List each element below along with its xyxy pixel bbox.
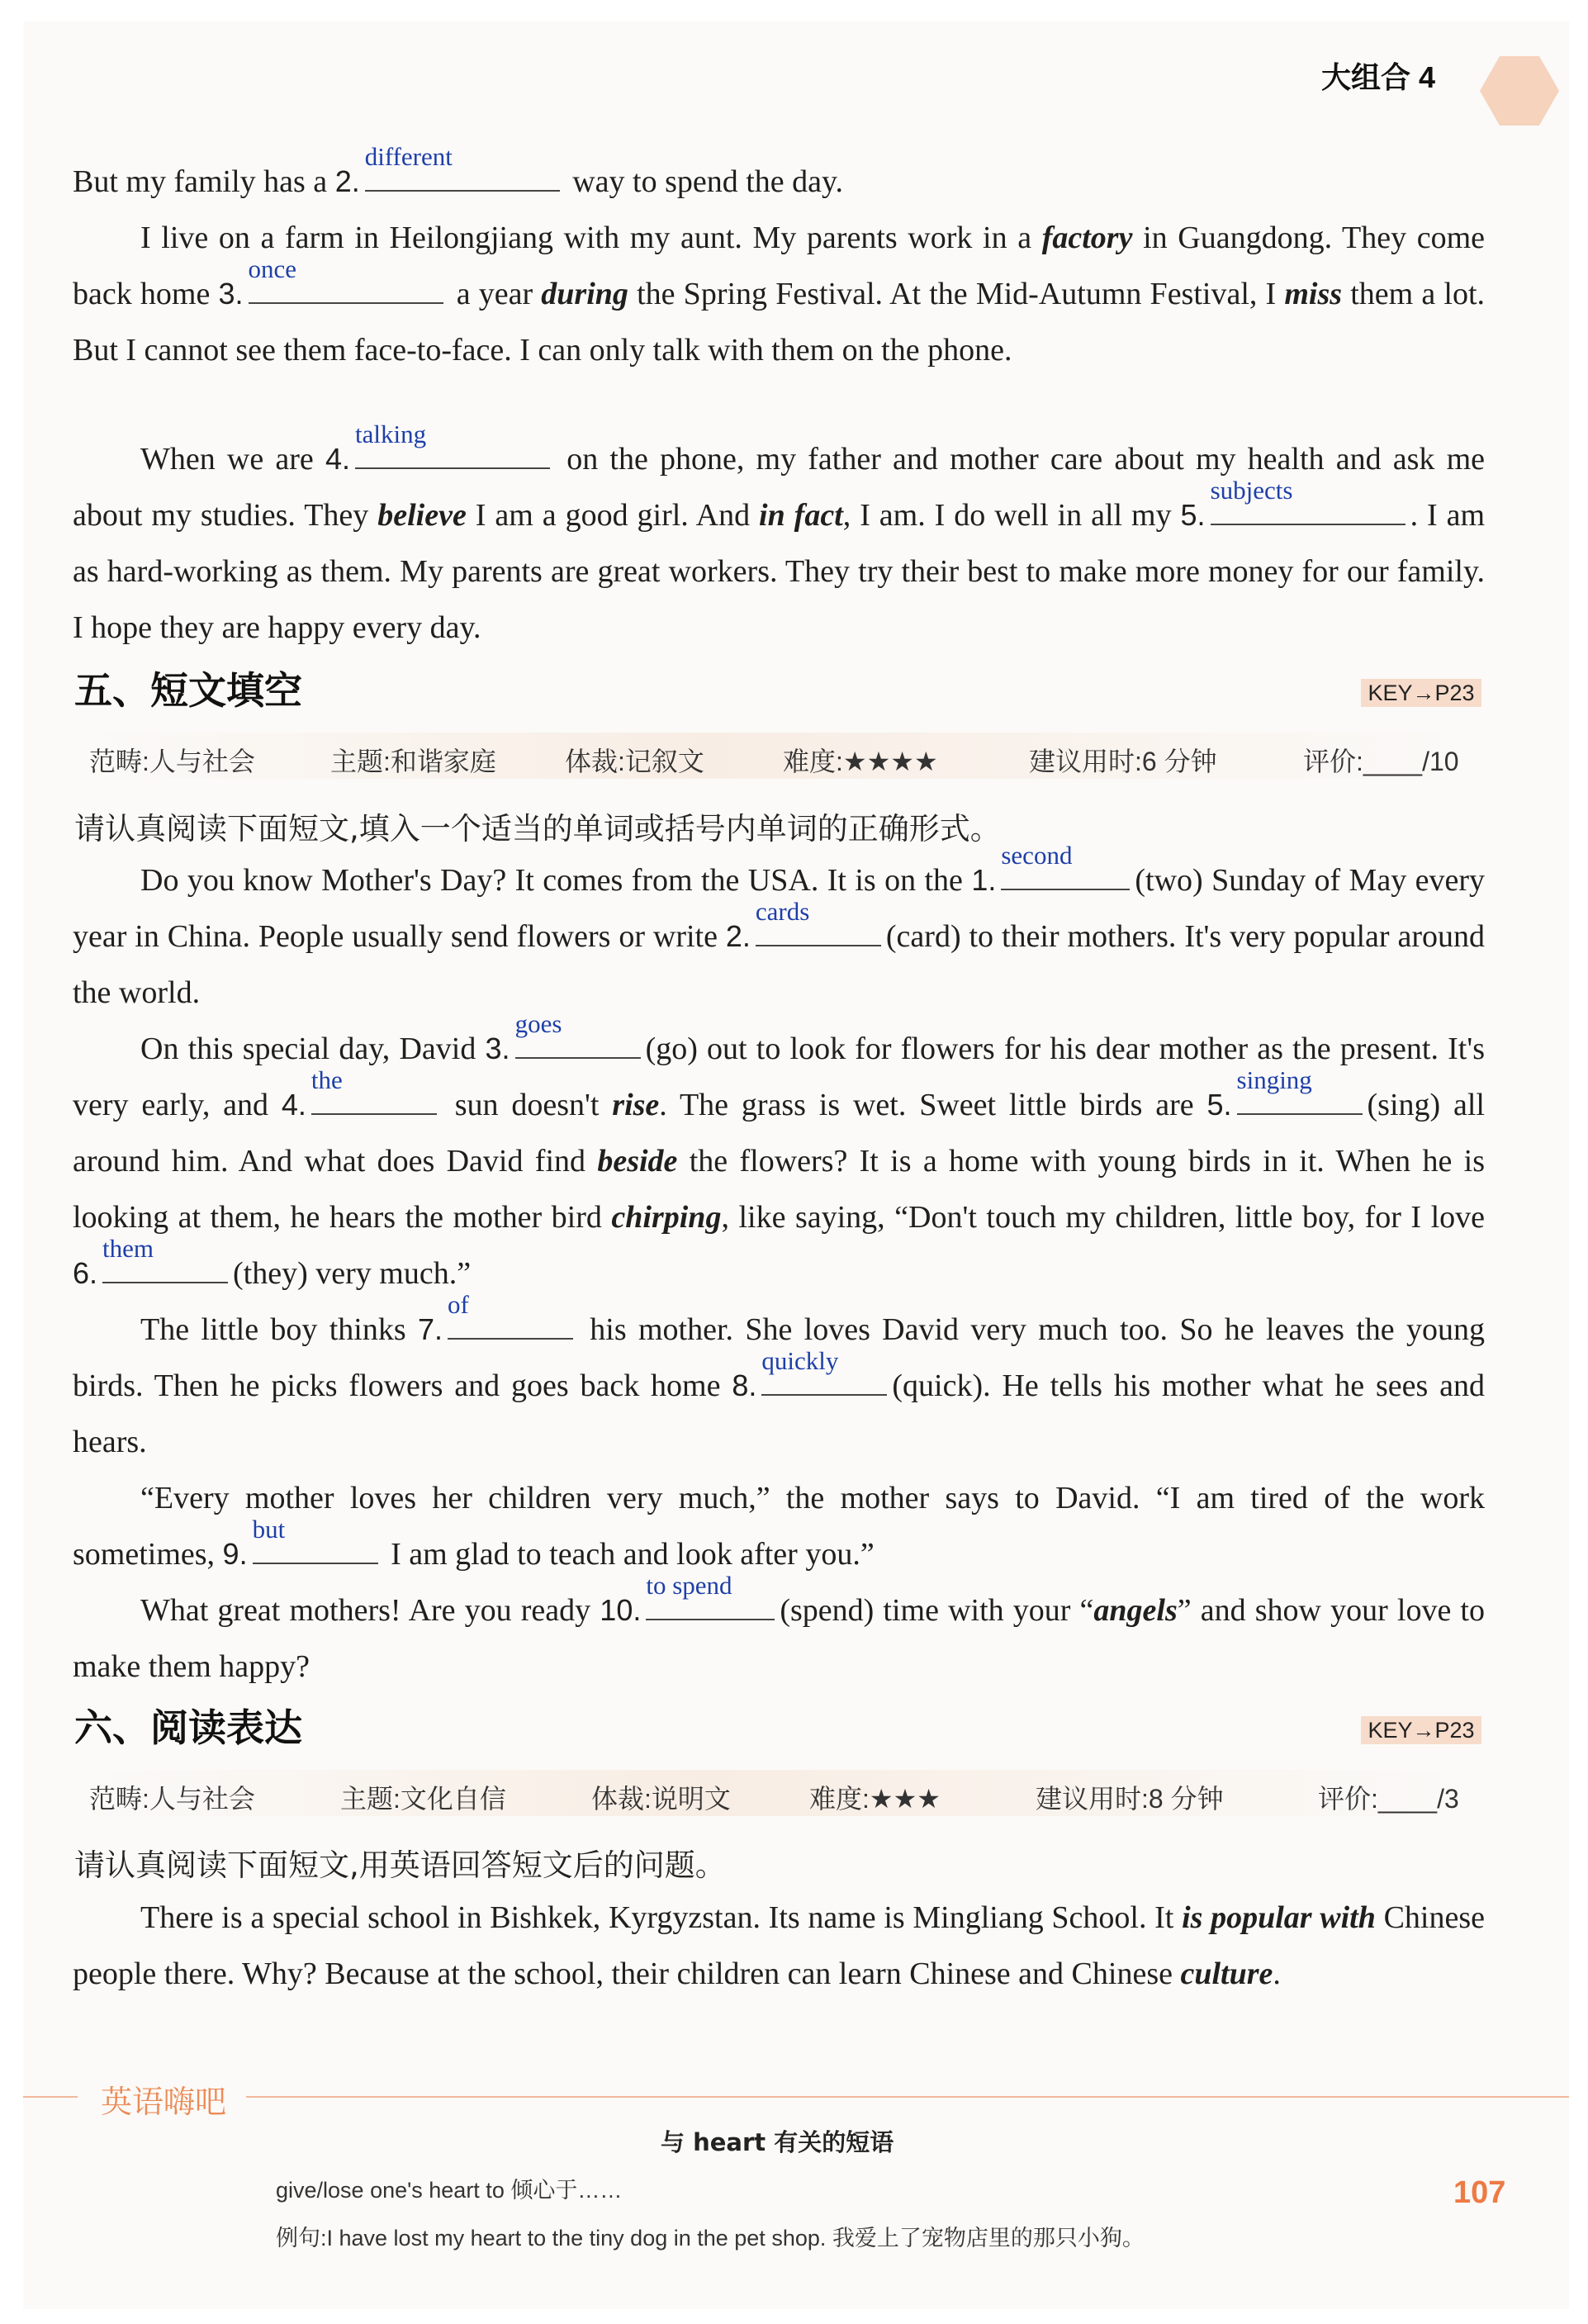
blank-number: 5. — [1180, 498, 1206, 532]
answer-blank[interactable] — [755, 897, 881, 946]
answer-blank[interactable] — [761, 1346, 887, 1396]
answer-text: to spend — [646, 1571, 732, 1600]
answer-blank[interactable] — [514, 1009, 641, 1059]
instruction: 请认真阅读下面短文,填入一个适当的单词或括号内单词的正确形式。 — [74, 811, 1001, 847]
blank-number: 5. — [1206, 1088, 1232, 1122]
answer-blank[interactable] — [248, 254, 443, 304]
passage-paragraph: On this special day, David 3. goes (go) out to look for flowers for his dear mother as the present. It's very early, and 4. the sun doesn't rise. The grass is wet. Sweet little birds are 5. singing (sing) all around him. And what does David find beside the flowers? It is a home with young birds in it. When he is looking at them, he hears the mother bird chirping, like saying, “Don't touch my children, little boy, for I love 6. them (they) very much.” — [73, 1009, 1486, 1291]
answer-blank[interactable] — [310, 1065, 437, 1115]
unit-tab: 大组合 4 — [1321, 60, 1436, 94]
footer-label: 英语嗨吧 — [101, 2084, 227, 2120]
passage-paragraph: I live on a farm in Heilongjiang with my aunt. My parents work in a factory in Guangdong. They come back home 3. once a year during the Spring Festival. At the Mid-Autumn Festival, I miss them a lot. But I cannot see them face-to-face. I can only talk with them on the phone. — [73, 221, 1486, 368]
blank-number: 10. — [600, 1593, 642, 1627]
blank-number: 4. — [281, 1088, 306, 1122]
answer-text: subjects — [1210, 476, 1293, 505]
answer-text: talking — [355, 420, 427, 448]
answer-text: singing — [1236, 1065, 1312, 1094]
passage-paragraph: Do you know Mother's Day? It comes from the USA. It is on the 1. second (two) Sunday of May every year in China. People usually send flowers or write 2. cards (card) to their mothers. It's very popular around the world. — [73, 841, 1485, 1010]
divider — [23, 2096, 78, 2098]
blank-number: 6. — [73, 1256, 98, 1290]
passage-paragraph: When we are 4. talking on the phone, my father and mother care about my health and ask me about my studies. They believe I am a good girl. And in fact, I am. I do well in all my 5. subjects . I am as hard-working as them. My parents are great workers. They try their best to make more money for our family. I hope they are happy every day. — [73, 420, 1486, 645]
blank-number: 9. — [222, 1537, 248, 1571]
section-title: 五、短文填空 — [74, 668, 302, 713]
blank-number: 2. — [334, 164, 360, 198]
section-title: 六、阅读表达 — [74, 1705, 302, 1750]
answer-text: but — [252, 1515, 286, 1544]
blank-number: 4. — [325, 442, 351, 476]
blank-number: 3. — [485, 1032, 510, 1065]
exercise-meta: 范畴:人与社会 主题:和谐家庭 体裁:记叙文 难度:★★★★ 建议用时:6 分钟 评价:____/10 — [73, 733, 1485, 779]
blank-number: 1. — [971, 863, 997, 897]
example-sentence: 例句:I have lost my heart to the tiny dog in the pet shop. 我爱上了宠物店里的那只小狗。 — [276, 2226, 1145, 2250]
answer-key-ref: KEY→P23 — [1361, 679, 1481, 707]
answer-blank[interactable] — [1236, 1065, 1363, 1115]
answer-blank[interactable] — [646, 1571, 775, 1620]
answer-blank[interactable] — [252, 1515, 378, 1564]
answer-text: the — [310, 1065, 343, 1094]
answer-key-ref: KEY→P23 — [1361, 1716, 1481, 1744]
blank-number: 3. — [218, 277, 244, 311]
footer-title: 与 heart 有关的短语 — [661, 2128, 894, 2156]
answer-text: them — [102, 1234, 154, 1263]
answer-text: quickly — [761, 1346, 839, 1375]
passage-paragraph: But my family has a 2. different way to spend the day. — [73, 142, 844, 199]
answer-text: cards — [755, 897, 810, 926]
phrase-definition: give/lose one's heart to 倾心于…… — [276, 2178, 623, 2203]
passage-paragraph: The little boy thinks 7. of his mother. She loves David very much too. So he leaves the young birds. Then he picks flowers and goes back home 8. quickly (quick). He tells his mother what he sees and hears. — [73, 1290, 1486, 1459]
passage-paragraph: There is a special school in Bishkek, Kyrgyzstan. Its name is Mingliang School. It is popular with Chinese people there. Why? Because at the school, their children can learn Chinese and Chinese culture. — [73, 1900, 1486, 1991]
blank-number: 7. — [417, 1312, 443, 1346]
answer-text: of — [447, 1290, 469, 1319]
answer-blank[interactable] — [1001, 841, 1130, 890]
answer-text: different — [364, 142, 453, 171]
answer-blank[interactable] — [447, 1290, 573, 1340]
page-number: 107 — [1453, 2175, 1506, 2210]
answer-blank[interactable] — [1210, 476, 1405, 525]
passage-paragraph: What great mothers! Are you ready 10. to spend (spend) time with your “angels” and show your love to make them happy? — [73, 1571, 1485, 1684]
answer-blank[interactable] — [364, 142, 560, 192]
blank-number: 2. — [725, 919, 751, 953]
answer-blank[interactable] — [355, 420, 550, 469]
blank-number: 8. — [732, 1368, 757, 1402]
answer-text: goes — [514, 1009, 562, 1038]
passage-paragraph: “Every mother loves her children very much,” the mother says to David. “I am tired of the work sometimes, 9. but I am glad to teach and look after you.” — [73, 1481, 1485, 1572]
divider — [246, 2096, 1569, 2098]
answer-text: second — [1001, 841, 1073, 870]
exercise-meta: 范畴:人与社会 主题:文化自信 体裁:说明文 难度:★★★ 建议用时:8 分钟 评价:____/3 — [73, 1770, 1485, 1816]
answer-blank[interactable] — [102, 1234, 228, 1283]
answer-text: once — [248, 254, 297, 283]
instruction: 请认真阅读下面短文,用英语回答短文后的问题。 — [74, 1847, 726, 1883]
